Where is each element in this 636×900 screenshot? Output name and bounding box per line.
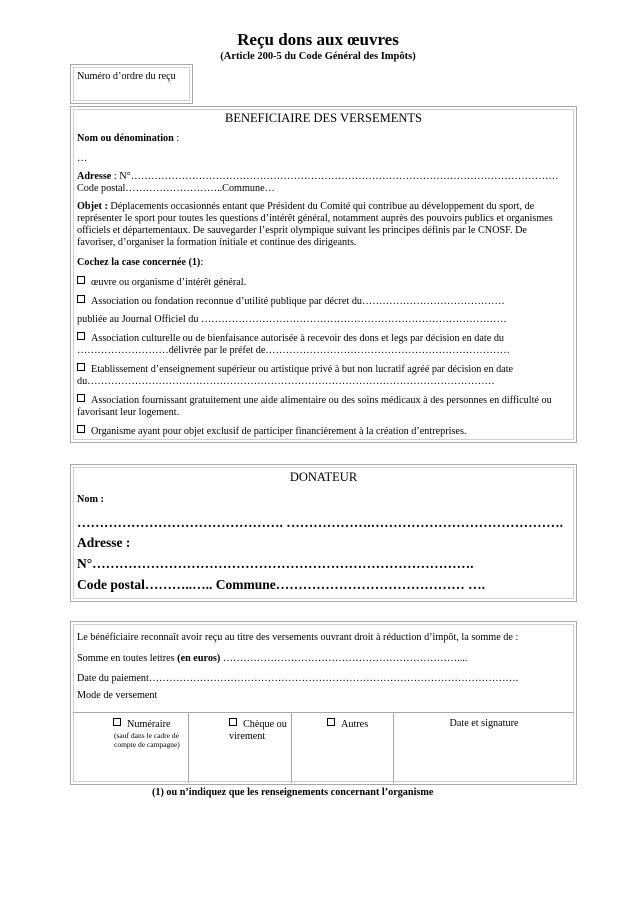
option-cheque[interactable]: Chèque ou virement	[229, 719, 287, 742]
checkbox[interactable]	[77, 394, 85, 402]
donateur-section	[70, 464, 577, 602]
mode-cell-cheque	[189, 713, 292, 783]
signature-label: Date et signature	[449, 718, 519, 729]
document-subtitle: (Article 200-5 du Code Général des Impôts)	[220, 51, 416, 62]
donateur-number-field[interactable]: N°………………………………………………………………………….	[77, 556, 474, 571]
option-utilite-publique[interactable]: Association ou fondation reconnue d’utilité publique par décret du……………………………………	[77, 295, 505, 308]
document-title: Reçu dons aux œuvres	[237, 30, 399, 49]
cochez-heading: Cochez la case concernée (1):	[77, 257, 204, 268]
beneficiaire-postal-row[interactable]: Code postal………………………..Commune…	[77, 183, 275, 194]
option-autres[interactable]: Autres	[327, 718, 368, 731]
versement-intro: Le bénéficiaire reconnaît avoir reçu au titre des versements ouvrant droit à réduction d’impôt, la somme de :	[77, 632, 519, 643]
numeraire-note: (sauf dans le cadre de compte de campagne)	[114, 731, 180, 749]
option-oeuvre[interactable]: œuvre ou organisme d’intérêt général.	[77, 276, 246, 289]
option-journal-officiel[interactable]: publiée au Journal Officiel du ………………………………………………………………………………	[77, 314, 507, 325]
objet-text: Déplacements occasionnés entant que Président du Comité qui contribue au développement du sport, de représenter le sport pour toutes les questions d’intérêt général, notamment auprès des pouvoirs publics et organismes officiels et départementaux. De sauvegarder l’esprit olympique suivant les principes définis par le CNOSF. De favoriser, d’organiser la formation initiale et continue des dirigeants.	[77, 201, 553, 248]
mode-cell-numeraire	[73, 713, 189, 783]
beneficiaire-name-label: Nom ou dénomination	[77, 133, 174, 144]
checkbox[interactable]	[229, 718, 237, 726]
footnote: (1) ou n’indiquez que les renseignements concernant l’organisme	[152, 787, 434, 798]
option-entreprises[interactable]: Organisme ayant pour objet exclusif de participer financièrement à la création d’entreprises.	[77, 425, 466, 438]
checkbox[interactable]	[77, 363, 85, 371]
mode-versement-label: Mode de versement	[77, 690, 158, 701]
mode-cell-autres	[292, 713, 394, 783]
donateur-name-label: Nom :	[77, 494, 104, 505]
beneficiaire-name-value[interactable]: …	[77, 153, 88, 164]
mode-table	[73, 712, 574, 783]
option-enseignement[interactable]: Etablissement d’enseignement supérieur ou artistique privé à but non lucratif agréé par décision en date du…………………………………………………………………………………………………………	[77, 364, 514, 387]
date-paiement-row[interactable]: Date du paiement……………………………………………………………………………………………….	[77, 673, 519, 684]
checkbox[interactable]	[327, 718, 335, 726]
beneficiaire-objet	[77, 201, 567, 249]
option-numeraire[interactable]: Numéraire	[113, 718, 171, 731]
receipt-number-label: Numéro d’ordre du reçu	[77, 71, 176, 82]
checkbox[interactable]	[77, 425, 85, 433]
somme-row[interactable]	[77, 653, 467, 665]
donateur-postal-field[interactable]: Code postal………..….. Commune…………………………………… ….	[77, 577, 486, 592]
beneficiaire-heading: BENEFICIAIRE DES VERSEMENTS	[224, 111, 422, 125]
option-culturelle[interactable]: Association culturelle ou de bienfaisance autorisée à recevoir des dons et legs par décision en date du ………………………délivrée par le préfet de………………………………………………………………	[77, 333, 510, 356]
checkbox[interactable]	[77, 332, 85, 340]
mode-cell-signature[interactable]	[394, 713, 574, 783]
somme-unit: (en euros)	[177, 653, 221, 664]
donateur-name-field[interactable]: ………………………………………. ……………….…………………………………….	[77, 515, 563, 530]
donateur-heading: DONATEUR	[289, 470, 358, 484]
checkbox[interactable]	[113, 718, 121, 726]
option-aide-alimentaire[interactable]: Association fournissant gratuitement une aide alimentaire ou des soins médicaux à des personnes en difficulté ou favorisant leur logement.	[77, 395, 552, 418]
beneficiaire-address-row[interactable]: Adresse : N°………………………………………………………………………………………………………………	[77, 171, 559, 182]
beneficiaire-address-label: Adresse	[77, 171, 112, 182]
somme-label: Somme en toutes lettres	[77, 653, 178, 664]
beneficiaire-section	[70, 106, 577, 443]
receipt-number-box[interactable]	[70, 64, 193, 104]
versement-section	[70, 621, 577, 785]
checkbox[interactable]	[77, 276, 85, 284]
beneficiaire-name-row: Nom ou dénomination :	[77, 133, 180, 144]
donateur-address-label: Adresse :	[77, 535, 131, 550]
somme-field[interactable]: ……………………………………………………………....	[220, 653, 468, 664]
objet-label: Objet :	[77, 201, 108, 212]
checkbox[interactable]	[77, 295, 85, 303]
